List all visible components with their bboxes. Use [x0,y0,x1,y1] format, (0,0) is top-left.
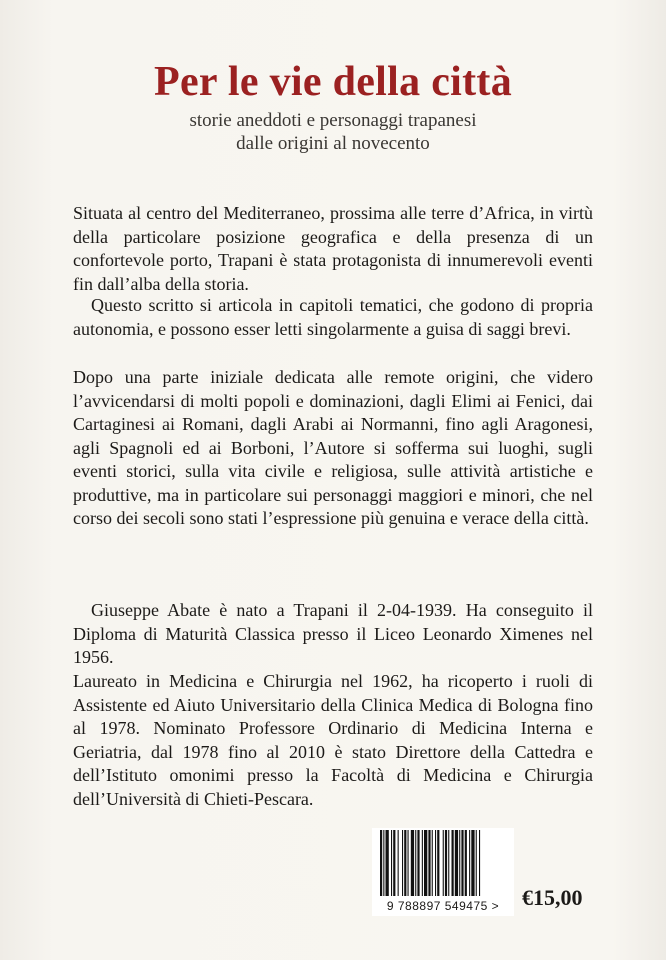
barcode-bars-icon [378,830,510,896]
isbn-number: 9 788897 549475 > [386,899,500,913]
description-paragraph-2: Questo scritto si articola in capitoli tematici, che godono di propria autonomia, e possono esser letti singolarmente a guisa di saggi brevi. [73,295,593,339]
author-bio-paragraph-2: Laureato in Medicina e Chirurgia nel 1962, ha ricoperto i ruoli di Assistente ed Aiuto Universitario della Clinica Medica di Bologna fino al 1978. Nominato Professore Ordinario di Medicina Interna e Geriatria, dal 1978 fino al 2010 è stato Direttore della Cattedra e dell’Istituto omonimi presso la Facoltà di Medicina e Chirurgia dell’Università di Chieti-Pescara. [73,671,593,809]
book-subtitle-line1: storie aneddoti e personaggi trapanesi [189,110,477,131]
description-paragraph-1: Situata al centro del Mediterraneo, prossima alle terre d’Africa, in virtù della particolare posizione geografica e della presenza di un confortevole porto, Trapani è stata protagonista di innumerevoli eventi fin dall’alba della storia. [73,203,593,294]
description-paragraph-3: Dopo una parte iniziale dedicata alle remote origini, che videro l’avvicendarsi di molti popoli e dominazioni, dagli Elimi ai Fenici, dai Cartaginesi ai Romani, dagli Arabi ai Normanni, fino agli Aragonesi, agli Spagnoli ed ai Borboni, l’Autore si sofferma sui luoghi, sugli eventi storici, sulla vita civile e religiosa, sulle attività artistiche e produttive, ma in particolare sui personaggi maggiori e minori, che nel corso dei secoli sono stati l’espressione più genuina e verace della città. [73,367,593,528]
author-bio-paragraph-1: Giuseppe Abate è nato a Trapani il 2-04-1939. Ha conseguito il Diploma di Maturità Classica presso il Liceo Leonardo Ximenes nel 1956. [73,600,593,667]
book-subtitle-line2: dalle origini al novecento [236,133,430,154]
isbn-barcode [372,828,514,916]
book-title: Per le vie della città [153,59,513,105]
price-label: €15,00 [522,885,583,910]
